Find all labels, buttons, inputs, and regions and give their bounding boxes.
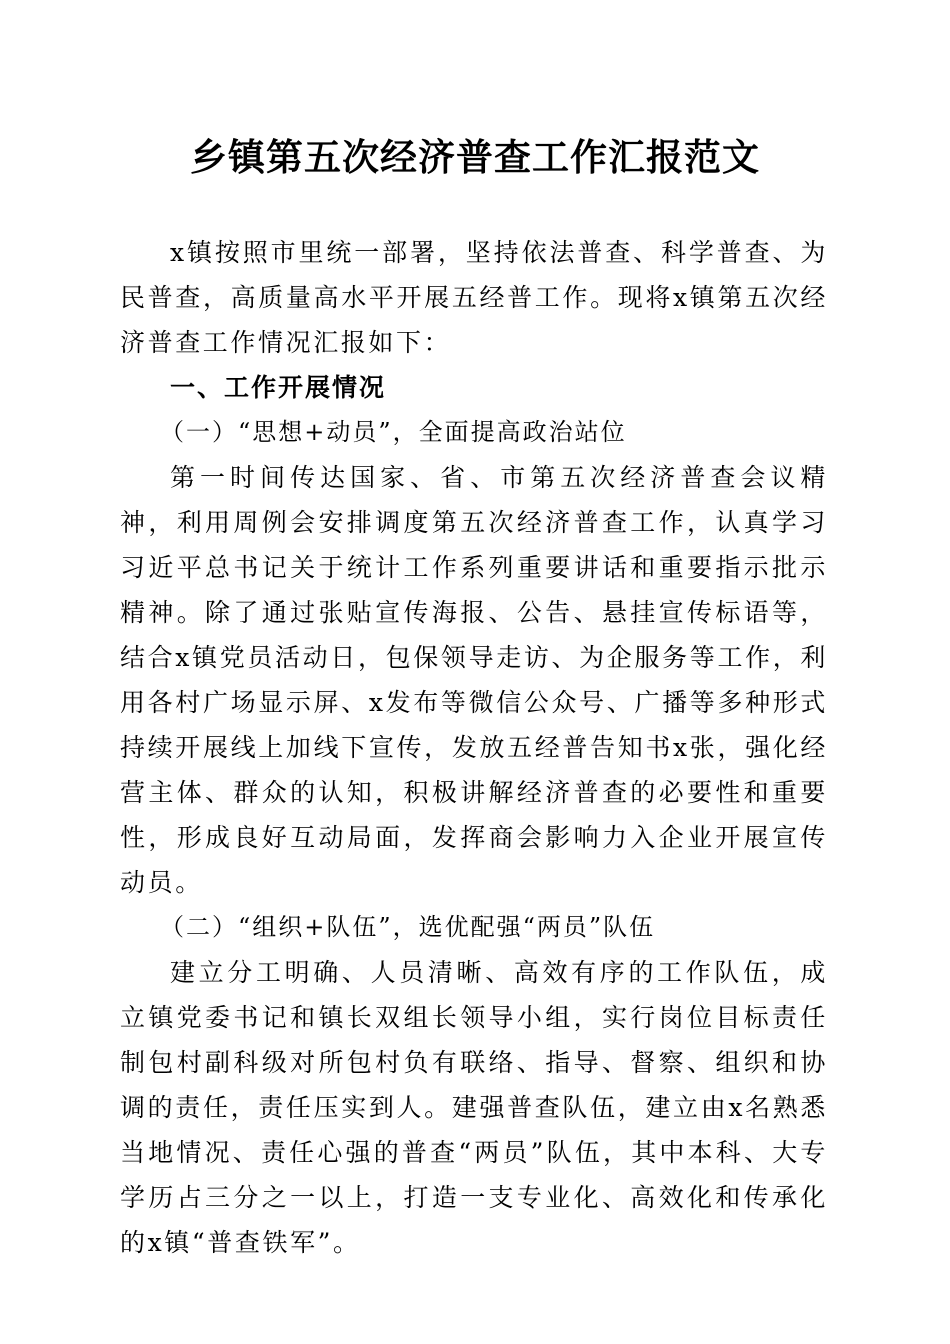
subsection-heading-1: （一）“思想+动员”，全面提高政治站位 [160,418,627,446]
document-body [120,230,828,1265]
subsection-heading-2: （二）“组织+队伍”，选优配强“两员”队伍 [160,913,656,941]
section-heading-1: 一、工作开展情况 [170,373,387,402]
body-paragraph-1: 第一时间传达国家、省、市第五次经济普查会议精神，利用周例会安排调度第五次经济普查工作，认真学习习近平总书记关于统计工作系列重要讲话和重要指示批示精神。除了通过张贴宣传海报、公告、悬挂宣传标语等，结合x镇党员活动日，包保领导走访、为企服务等工作，利用各村广场显示屏、x发布等微信公众号、广播等多种形式持续开展线上加线下宣传，发放五经普告知书x张，强化经营主体、群众的认知，积极讲解经济普查的必要性和重要性，形成良好互动局面，发挥商会影响力入企业开展宣传动员。 [120,463,828,897]
intro-paragraph: x镇按照市里统一部署，坚持依法普查、科学普查、为民普查，高质量高水平开展五经普工作。现将x镇第五次经济普查工作情况汇报如下： [120,238,828,357]
body-paragraph-2: 建立分工明确、人员清晰、高效有序的工作队伍，成立镇党委书记和镇长双组长领导小组，实行岗位目标责任制包村副科级对所包村负有联络、指导、督察、组织和协调的责任，责任压实到人。建强普查队伍，建立由x名熟悉当地情况、责任心强的普查“两员”队伍，其中本科、大专学历占三分之一以上，打造一支专业化、高效化和传承化的x镇“普查铁军”。 [120,958,828,1257]
document-title: 乡镇第五次经济普查工作汇报范文 [190,135,760,179]
